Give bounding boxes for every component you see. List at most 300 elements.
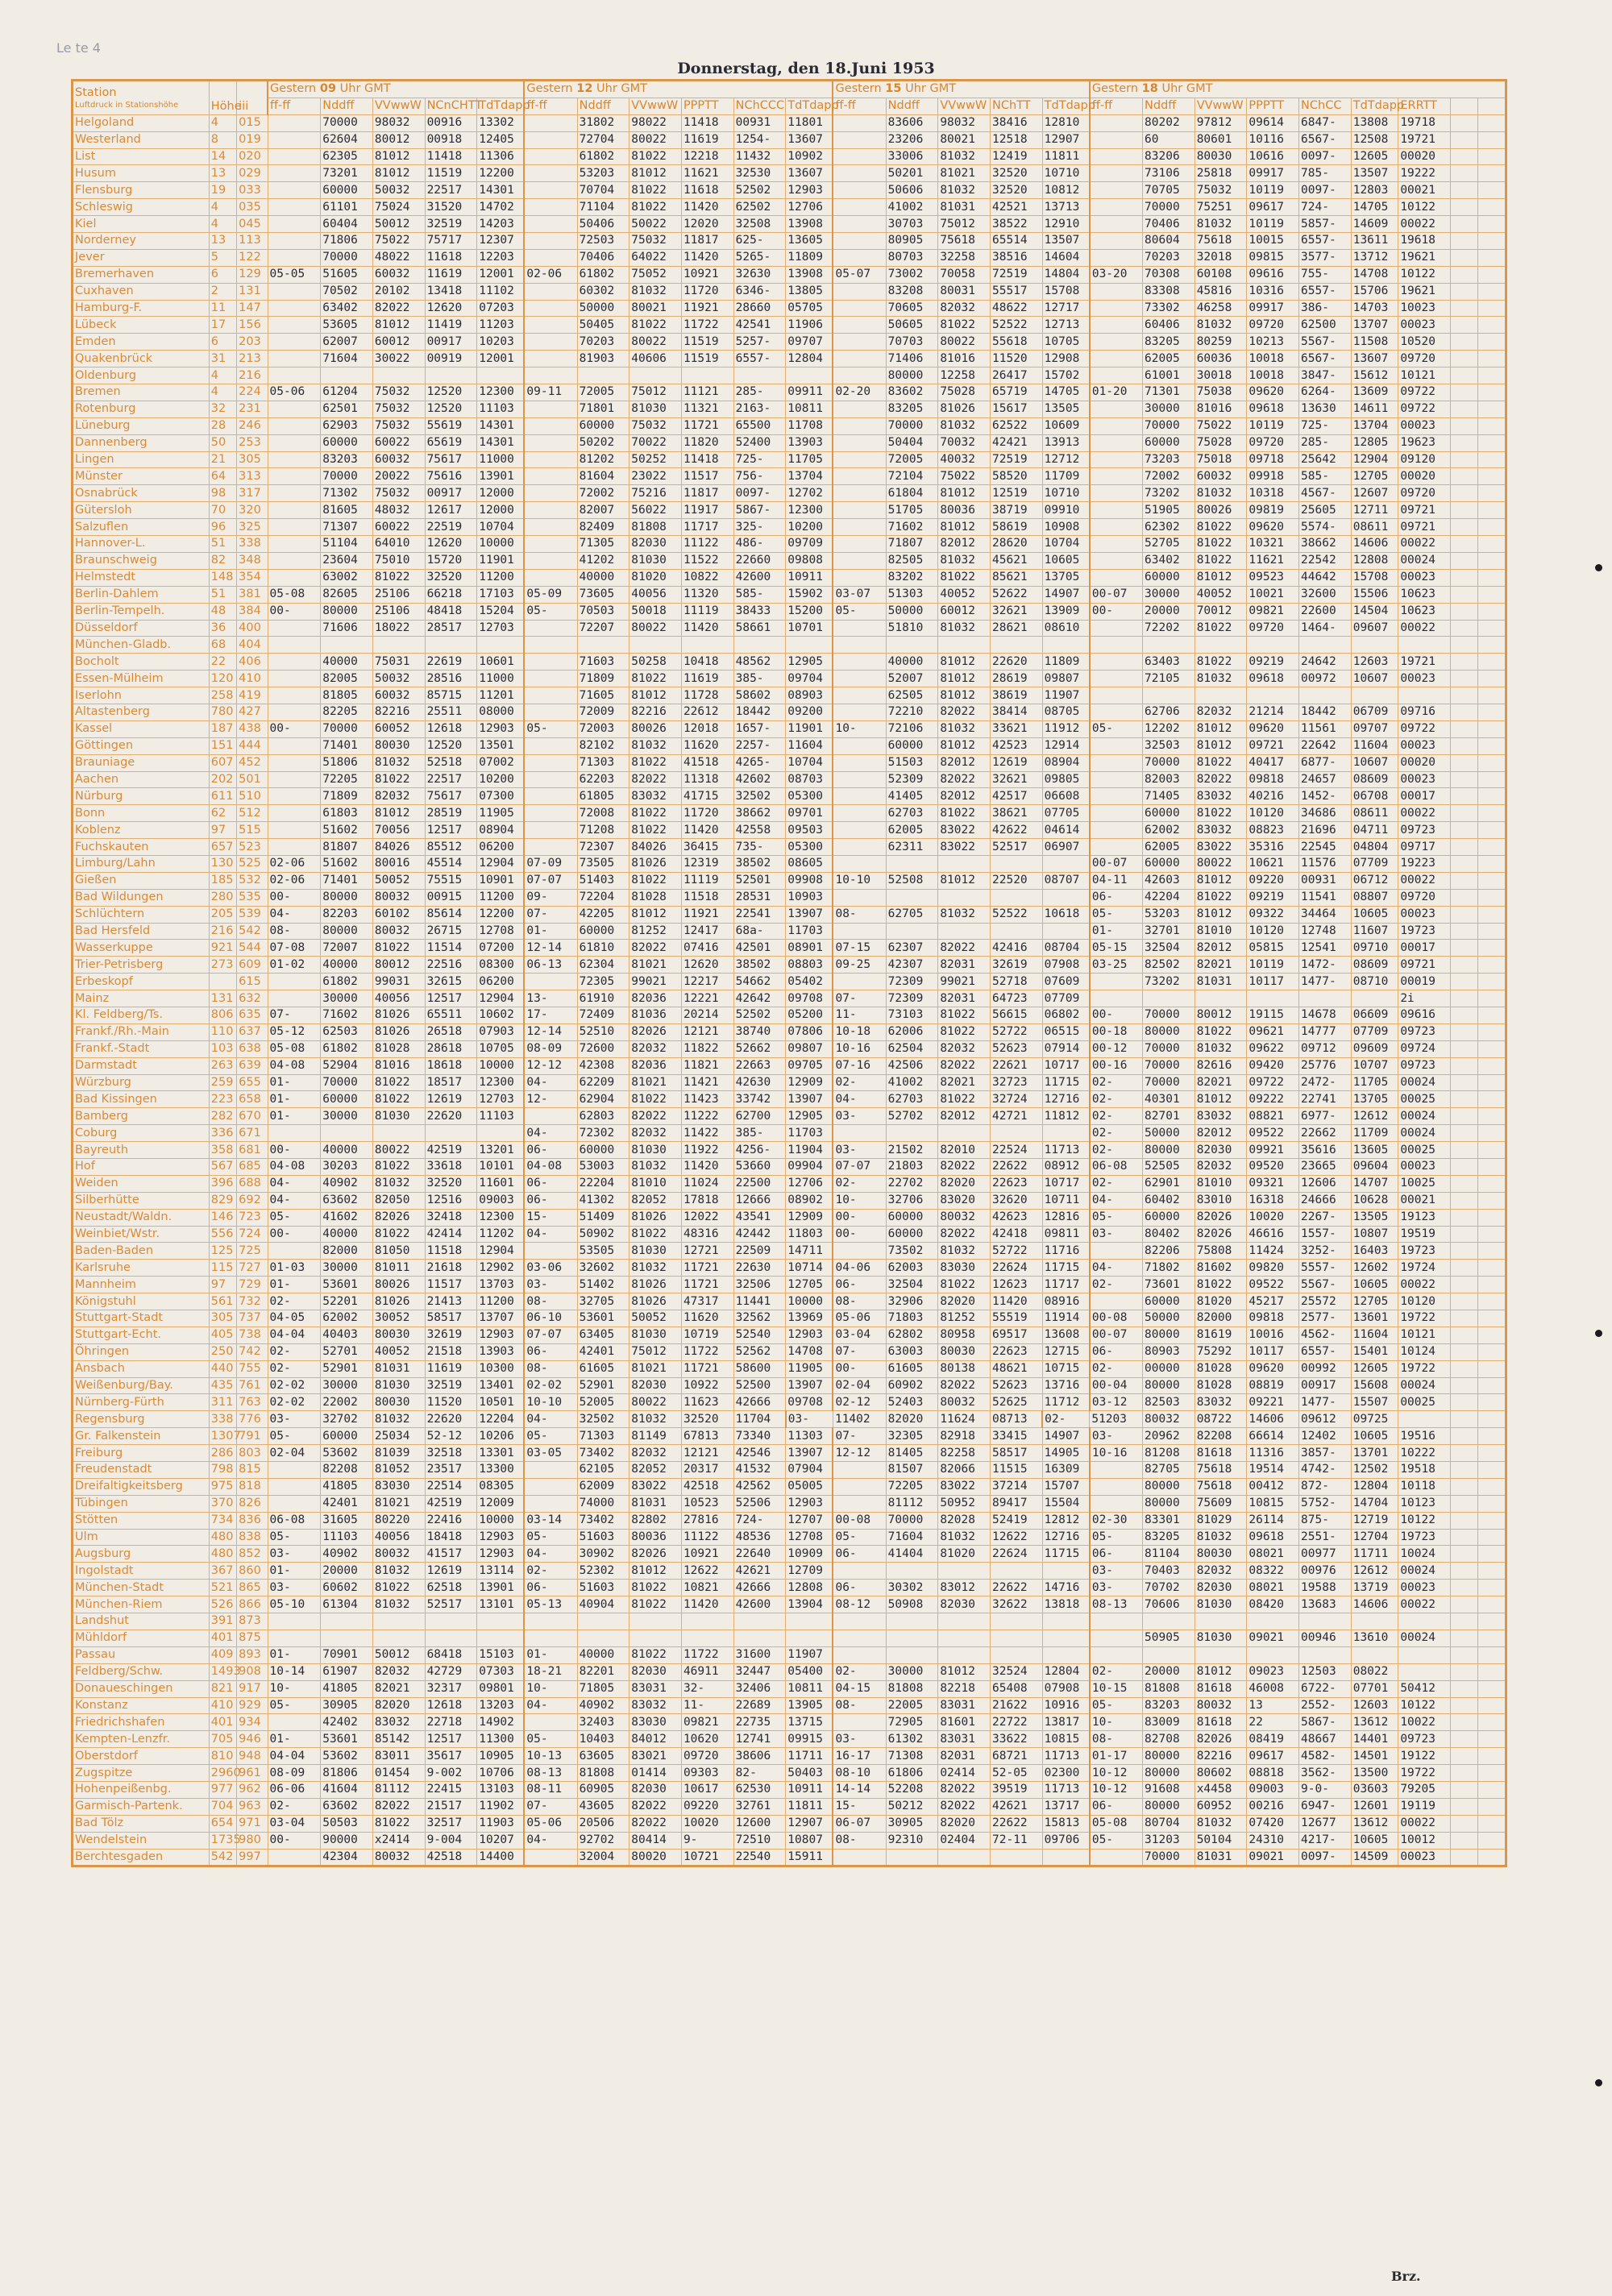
station-name: Bad Kissingen xyxy=(73,1091,210,1108)
obs-cell: 11024 xyxy=(681,1175,733,1192)
obs-cell: 22520 xyxy=(991,872,1043,889)
station-height: 21 xyxy=(209,451,236,468)
obs-cell: 03-04 xyxy=(833,1327,886,1343)
obs-cell xyxy=(268,451,321,468)
obs-cell: 81032 xyxy=(629,1411,682,1428)
obs-cell: 71603 xyxy=(577,654,629,671)
obs-cell: 12600 xyxy=(733,1815,786,1832)
obs-cell: 82030 xyxy=(1194,1580,1247,1596)
station-name: Nürnberg-Fürth xyxy=(73,1394,210,1411)
obs-cell: 02-02 xyxy=(268,1394,321,1411)
table-row xyxy=(73,872,1506,889)
empty-cell xyxy=(1451,1226,1478,1243)
obs-cell: 83012 xyxy=(938,1580,991,1596)
station-name: Kempten-Lenzfr. xyxy=(73,1731,210,1748)
obs-cell: 10710 xyxy=(1042,165,1090,182)
obs-cell: 10120 xyxy=(1247,805,1299,822)
obs-cell: 12804 xyxy=(786,351,833,367)
obs-cell: 75012 xyxy=(629,384,682,401)
obs-cell: 11715 xyxy=(1042,1546,1090,1563)
obs-cell: 09720 xyxy=(1247,317,1299,334)
obs-cell: 12-12 xyxy=(524,1057,577,1074)
obs-cell: 85715 xyxy=(425,687,477,704)
obs-cell: 12619 xyxy=(991,754,1043,771)
obs-cell: 00917 xyxy=(425,485,477,502)
station-height: 810 xyxy=(209,1748,236,1765)
obs-cell: 06- xyxy=(833,1546,886,1563)
obs-cell: 81012 xyxy=(372,165,425,182)
obs-cell: 15702 xyxy=(1042,367,1090,384)
obs-cell: 00022 xyxy=(1398,620,1451,637)
station-index: 742 xyxy=(237,1343,268,1360)
table-row xyxy=(73,434,1506,451)
obs-cell xyxy=(577,1613,629,1630)
station-index: 313 xyxy=(237,468,268,485)
table-row xyxy=(73,1832,1506,1849)
obs-cell: 60000 xyxy=(1143,1209,1195,1226)
obs-cell: 10022 xyxy=(1398,1714,1451,1731)
station-height: 358 xyxy=(209,1142,236,1159)
obs-cell: 52522 xyxy=(991,317,1043,334)
station-index: 934 xyxy=(237,1714,268,1731)
obs-cell: 04- xyxy=(268,906,321,923)
station-name: Regensburg xyxy=(73,1411,210,1428)
obs-cell: 12258 xyxy=(938,367,991,384)
obs-cell: 50000 xyxy=(886,603,938,620)
obs-cell: 10- xyxy=(833,1192,886,1209)
obs-cell: 19115 xyxy=(1247,1007,1299,1023)
obs-cell: 22623 xyxy=(991,1175,1043,1192)
empty-cell xyxy=(1478,889,1506,906)
obs-cell: 12603 xyxy=(1351,654,1398,671)
obs-cell xyxy=(268,131,321,148)
table-row xyxy=(73,1798,1506,1815)
obs-cell: 52508 xyxy=(886,872,938,889)
obs-cell: 04-04 xyxy=(268,1327,321,1343)
obs-cell: 51104 xyxy=(321,536,373,553)
obs-cell: 82708 xyxy=(1143,1731,1195,1748)
station-index: 510 xyxy=(237,788,268,805)
obs-cell: 32524 xyxy=(991,1663,1043,1680)
station-index: 632 xyxy=(237,990,268,1007)
obs-cell xyxy=(268,839,321,856)
obs-cell: 52201 xyxy=(321,1293,373,1310)
obs-cell xyxy=(833,1613,886,1630)
obs-cell: 09722 xyxy=(1398,384,1451,401)
obs-cell: 5557- xyxy=(1299,1260,1352,1277)
obs-cell: 11921 xyxy=(681,300,733,317)
station-name: Berlin-Dahlem xyxy=(73,586,210,603)
obs-cell: 6722- xyxy=(1299,1680,1352,1697)
period-18-suffix: Uhr GMT xyxy=(1161,82,1213,96)
obs-cell: 75216 xyxy=(629,485,682,502)
obs-cell: 13601 xyxy=(1351,1310,1398,1327)
station-height: 4 xyxy=(209,367,236,384)
obs-cell: 75024 xyxy=(372,199,425,216)
obs-cell: 13401 xyxy=(477,1377,525,1394)
obs-cell xyxy=(1090,536,1143,553)
obs-cell: 63402 xyxy=(1143,552,1195,569)
obs-cell: 13907 xyxy=(786,906,833,923)
obs-cell xyxy=(268,990,321,1007)
period-18-hour: 18 xyxy=(1141,82,1158,96)
obs-cell: 05- xyxy=(1090,1697,1143,1714)
obs-cell: 14905 xyxy=(1042,1445,1090,1462)
obs-cell: 81507 xyxy=(886,1462,938,1479)
obs-cell: 81052 xyxy=(372,1462,425,1479)
station-height: 526 xyxy=(209,1596,236,1613)
empty-cell xyxy=(1451,451,1478,468)
obs-cell: 41002 xyxy=(886,199,938,216)
station-height: 305 xyxy=(209,1310,236,1327)
obs-cell: 9- xyxy=(681,1832,733,1849)
obs-cell: 00020 xyxy=(1398,468,1451,485)
obs-cell xyxy=(1299,1646,1352,1663)
station-name: Wasserkuppe xyxy=(73,940,210,957)
obs-cell: 00917 xyxy=(1299,1377,1352,1394)
obs-cell: 07-07 xyxy=(833,1159,886,1176)
obs-cell xyxy=(524,1613,577,1630)
obs-cell: 13904 xyxy=(786,1596,833,1613)
obs-cell: 06-13 xyxy=(524,957,577,974)
table-row xyxy=(73,1731,1506,1748)
obs-cell xyxy=(268,300,321,317)
obs-cell: 12520 xyxy=(425,384,477,401)
obs-cell xyxy=(268,317,321,334)
obs-cell: 13103 xyxy=(477,1781,525,1798)
table-row xyxy=(73,1192,1506,1209)
obs-cell: 10921 xyxy=(681,1546,733,1563)
obs-cell xyxy=(833,637,886,654)
obs-cell: 81903 xyxy=(577,351,629,367)
obs-cell: 81022 xyxy=(938,1091,991,1108)
obs-cell: 10815 xyxy=(1247,1495,1299,1512)
obs-cell: 12812 xyxy=(1042,1512,1090,1529)
obs-cell: 04- xyxy=(1090,1192,1143,1209)
obs-cell: 10705 xyxy=(1042,334,1090,351)
obs-cell: 00022 xyxy=(1398,216,1451,233)
sub-15-col-header: TdTdapp xyxy=(1042,98,1090,114)
obs-cell: 40902 xyxy=(321,1546,373,1563)
station-height: 28 xyxy=(209,417,236,434)
obs-cell: 625- xyxy=(733,233,786,250)
obs-cell: 6947- xyxy=(1299,1798,1352,1815)
obs-cell: 81016 xyxy=(938,351,991,367)
obs-cell: 12000 xyxy=(477,502,525,519)
table-row xyxy=(73,1596,1506,1613)
station-height: 780 xyxy=(209,704,236,720)
obs-cell: 72007 xyxy=(321,940,373,957)
obs-cell: 38619 xyxy=(991,687,1043,704)
obs-cell: 11321 xyxy=(681,401,733,417)
obs-cell xyxy=(524,788,577,805)
obs-cell xyxy=(833,552,886,569)
obs-cell: 70308 xyxy=(1143,266,1195,283)
obs-cell: 19722 xyxy=(1398,1310,1451,1327)
obs-cell: 724- xyxy=(1299,199,1352,216)
obs-cell: 81030 xyxy=(372,1108,425,1125)
empty-cell xyxy=(1451,855,1478,872)
obs-cell: 09321 xyxy=(1247,1175,1299,1192)
obs-cell: 92702 xyxy=(577,1832,629,1849)
station-header-note: Luftdruck in Stationshöhe xyxy=(75,101,179,110)
obs-cell: 81030 xyxy=(629,1327,682,1343)
obs-cell: 11912 xyxy=(1042,720,1090,737)
table-row xyxy=(73,401,1506,417)
obs-cell: 52625 xyxy=(991,1394,1043,1411)
obs-cell xyxy=(833,216,886,233)
obs-cell: 41302 xyxy=(577,1192,629,1209)
obs-cell: 12805 xyxy=(1351,434,1398,451)
station-name: Oberstdorf xyxy=(73,1748,210,1765)
obs-cell: 05- xyxy=(524,1428,577,1445)
empty-cell xyxy=(1478,1343,1506,1360)
station-name: Altastenberg xyxy=(73,704,210,720)
station-height: 13 xyxy=(209,165,236,182)
station-index: 348 xyxy=(237,552,268,569)
obs-cell xyxy=(524,317,577,334)
obs-cell: 75808 xyxy=(1194,1243,1247,1260)
obs-cell: 22514 xyxy=(425,1478,477,1495)
obs-cell: 12020 xyxy=(681,216,733,233)
station-name: Osnabrück xyxy=(73,485,210,502)
obs-cell: 19722 xyxy=(1398,1360,1451,1377)
obs-cell xyxy=(1299,687,1352,704)
obs-cell xyxy=(268,822,321,839)
empty-cell xyxy=(1478,1040,1506,1057)
obs-cell: 32520 xyxy=(991,182,1043,199)
obs-cell: 09609 xyxy=(1351,1040,1398,1057)
obs-cell: 32702 xyxy=(321,1411,373,1428)
obs-cell: 52-05 xyxy=(991,1765,1043,1782)
obs-cell: 83206 xyxy=(1143,148,1195,165)
empty-cell xyxy=(1451,1108,1478,1125)
obs-cell: 30703 xyxy=(886,216,938,233)
obs-cell: 25106 xyxy=(372,603,425,620)
obs-cell: 71302 xyxy=(321,485,373,502)
obs-cell: 81601 xyxy=(938,1714,991,1731)
obs-cell: 10523 xyxy=(681,1495,733,1512)
obs-cell: 61001 xyxy=(1143,367,1195,384)
obs-cell: 62522 xyxy=(991,417,1043,434)
empty-cell xyxy=(1478,754,1506,771)
obs-cell: 71307 xyxy=(321,519,373,536)
obs-cell: 81808 xyxy=(1143,1680,1195,1697)
obs-cell: 09709 xyxy=(786,536,833,553)
obs-cell: 80000 xyxy=(1143,1495,1195,1512)
empty-cell xyxy=(1478,401,1506,417)
obs-cell: 60000 xyxy=(577,1142,629,1159)
obs-cell: 4256- xyxy=(733,1142,786,1159)
obs-cell: 40000 xyxy=(577,1646,629,1663)
station-index: 908 xyxy=(237,1663,268,1680)
obs-cell: 75031 xyxy=(372,654,425,671)
obs-cell: 82216 xyxy=(372,704,425,720)
obs-cell: 80259 xyxy=(1194,334,1247,351)
obs-cell: 09807 xyxy=(1042,671,1090,687)
obs-cell: 13301 xyxy=(477,1445,525,1462)
table-row xyxy=(73,367,1506,384)
obs-cell: 03- xyxy=(786,1411,833,1428)
empty-cell xyxy=(1451,788,1478,805)
obs-cell: 11914 xyxy=(1042,1310,1090,1327)
obs-cell: 00021 xyxy=(1398,1192,1451,1209)
obs-cell: 11703 xyxy=(786,923,833,940)
obs-cell xyxy=(991,1613,1043,1630)
obs-cell: 22612 xyxy=(681,704,733,720)
obs-cell: 07203 xyxy=(477,300,525,317)
obs-cell xyxy=(268,671,321,687)
table-row xyxy=(73,1057,1506,1074)
obs-cell xyxy=(524,199,577,216)
station-index: 019 xyxy=(237,131,268,148)
obs-cell: 70704 xyxy=(577,182,629,199)
obs-cell: 38719 xyxy=(991,502,1043,519)
obs-cell: 81808 xyxy=(577,1765,629,1782)
obs-cell: 63602 xyxy=(321,1192,373,1209)
obs-cell: 22620 xyxy=(425,1411,477,1428)
obs-cell: 09722 xyxy=(1398,720,1451,737)
obs-cell: 09721 xyxy=(1247,737,1299,754)
empty-cell xyxy=(1451,1646,1478,1663)
empty-cell xyxy=(1478,569,1506,586)
obs-cell: 50018 xyxy=(629,603,682,620)
obs-cell: 10719 xyxy=(681,1327,733,1343)
obs-cell: 06712 xyxy=(1351,872,1398,889)
obs-cell: 11518 xyxy=(681,889,733,906)
obs-cell: 4567- xyxy=(1299,485,1352,502)
station-height: 96 xyxy=(209,519,236,536)
obs-cell: 08-10 xyxy=(833,1765,886,1782)
obs-cell: 82032 xyxy=(372,1663,425,1680)
obs-cell: 11122 xyxy=(681,1529,733,1546)
obs-cell: 50000 xyxy=(1143,1125,1195,1142)
empty-cell xyxy=(1478,1563,1506,1580)
obs-cell xyxy=(833,1714,886,1731)
obs-cell: 11903 xyxy=(477,1815,525,1832)
obs-cell: 386- xyxy=(1299,300,1352,317)
empty-cell xyxy=(1451,940,1478,957)
obs-cell: 13719 xyxy=(1351,1580,1398,1596)
obs-cell: 50032 xyxy=(372,671,425,687)
obs-cell: 12204 xyxy=(477,1411,525,1428)
obs-cell: 725- xyxy=(1299,417,1352,434)
obs-cell: 2472- xyxy=(1299,1074,1352,1091)
obs-cell: 42308 xyxy=(577,1057,629,1074)
obs-cell: 62503 xyxy=(321,1023,373,1040)
obs-cell: 18517 xyxy=(425,1074,477,1091)
obs-cell: 63402 xyxy=(321,300,373,317)
obs-cell xyxy=(524,805,577,822)
obs-cell: 38416 xyxy=(991,114,1043,131)
obs-cell: 11222 xyxy=(681,1108,733,1125)
obs-cell xyxy=(524,148,577,165)
obs-cell: 00022 xyxy=(1398,1277,1451,1293)
obs-cell: 09818 xyxy=(1247,1310,1299,1327)
obs-cell: 82020 xyxy=(938,1175,991,1192)
obs-cell: 81808 xyxy=(629,519,682,536)
obs-cell: 22509 xyxy=(733,1243,786,1260)
obs-cell: 11811 xyxy=(1042,148,1090,165)
obs-cell: 11119 xyxy=(681,872,733,889)
obs-cell: 09616 xyxy=(1398,1007,1451,1023)
station-name: Zugspitze xyxy=(73,1765,210,1782)
empty-cell xyxy=(1451,417,1478,434)
obs-cell: 83009 xyxy=(1143,1714,1195,1731)
obs-cell: 07-07 xyxy=(524,1327,577,1343)
station-height: 286 xyxy=(209,1445,236,1462)
empty-cell xyxy=(1451,114,1478,131)
empty-cell xyxy=(1451,1832,1478,1849)
obs-cell: 60000 xyxy=(1143,569,1195,586)
obs-cell: 70502 xyxy=(321,283,373,300)
obs-cell: 32705 xyxy=(577,1293,629,1310)
obs-cell: 10000 xyxy=(477,536,525,553)
obs-cell: 72309 xyxy=(886,990,938,1007)
obs-cell: 33622 xyxy=(991,1731,1043,1748)
obs-cell: 47317 xyxy=(681,1293,733,1310)
obs-cell: 10000 xyxy=(786,1293,833,1310)
obs-cell: 62002 xyxy=(1143,822,1195,839)
table-row xyxy=(73,1815,1506,1832)
obs-cell: 04- xyxy=(268,1175,321,1192)
station-name: Öhringen xyxy=(73,1343,210,1360)
station-name: Lübeck xyxy=(73,317,210,334)
obs-cell: 21803 xyxy=(886,1159,938,1176)
station-name: Westerland xyxy=(73,131,210,148)
obs-cell: 02- xyxy=(1090,1074,1143,1091)
obs-cell xyxy=(833,468,886,485)
obs-cell: 84012 xyxy=(629,1731,682,1748)
obs-cell: 00022 xyxy=(1398,872,1451,889)
station-height: 19 xyxy=(209,182,236,199)
obs-cell: 06- xyxy=(1090,1798,1143,1815)
obs-cell: 21622 xyxy=(991,1697,1043,1714)
empty-cell xyxy=(1478,1327,1506,1343)
station-index: 997 xyxy=(237,1849,268,1866)
obs-cell: 72519 xyxy=(991,266,1043,283)
obs-cell: 09219 xyxy=(1247,889,1299,906)
station-name: Weinbiet/Wstr. xyxy=(73,1226,210,1243)
empty-cell xyxy=(1478,1209,1506,1226)
obs-cell: 10119 xyxy=(1247,216,1299,233)
obs-cell xyxy=(1090,805,1143,822)
obs-cell xyxy=(1247,687,1299,704)
obs-cell: 12706 xyxy=(786,199,833,216)
empty-cell xyxy=(1478,1377,1506,1394)
empty-cell xyxy=(1451,182,1478,199)
obs-cell: 00-08 xyxy=(833,1512,886,1529)
obs-cell: 03- xyxy=(833,1108,886,1125)
obs-cell: 30000 xyxy=(1143,586,1195,603)
obs-cell: 35316 xyxy=(1247,839,1299,856)
obs-cell: 82052 xyxy=(629,1192,682,1209)
empty-cell xyxy=(1451,266,1478,283)
table-row xyxy=(73,1310,1506,1327)
obs-cell xyxy=(681,367,733,384)
obs-cell: 72905 xyxy=(886,1714,938,1731)
obs-cell: 10628 xyxy=(1351,1192,1398,1209)
obs-cell: 33621 xyxy=(991,720,1043,737)
obs-cell xyxy=(733,637,786,654)
obs-cell: 13913 xyxy=(1042,434,1090,451)
empty-cell xyxy=(1451,654,1478,671)
empty-cell xyxy=(1478,300,1506,317)
obs-cell: 5867- xyxy=(1299,1714,1352,1731)
obs-cell: 12417 xyxy=(681,923,733,940)
obs-cell: 19514 xyxy=(1247,1462,1299,1479)
obs-cell: 53660 xyxy=(733,1159,786,1176)
